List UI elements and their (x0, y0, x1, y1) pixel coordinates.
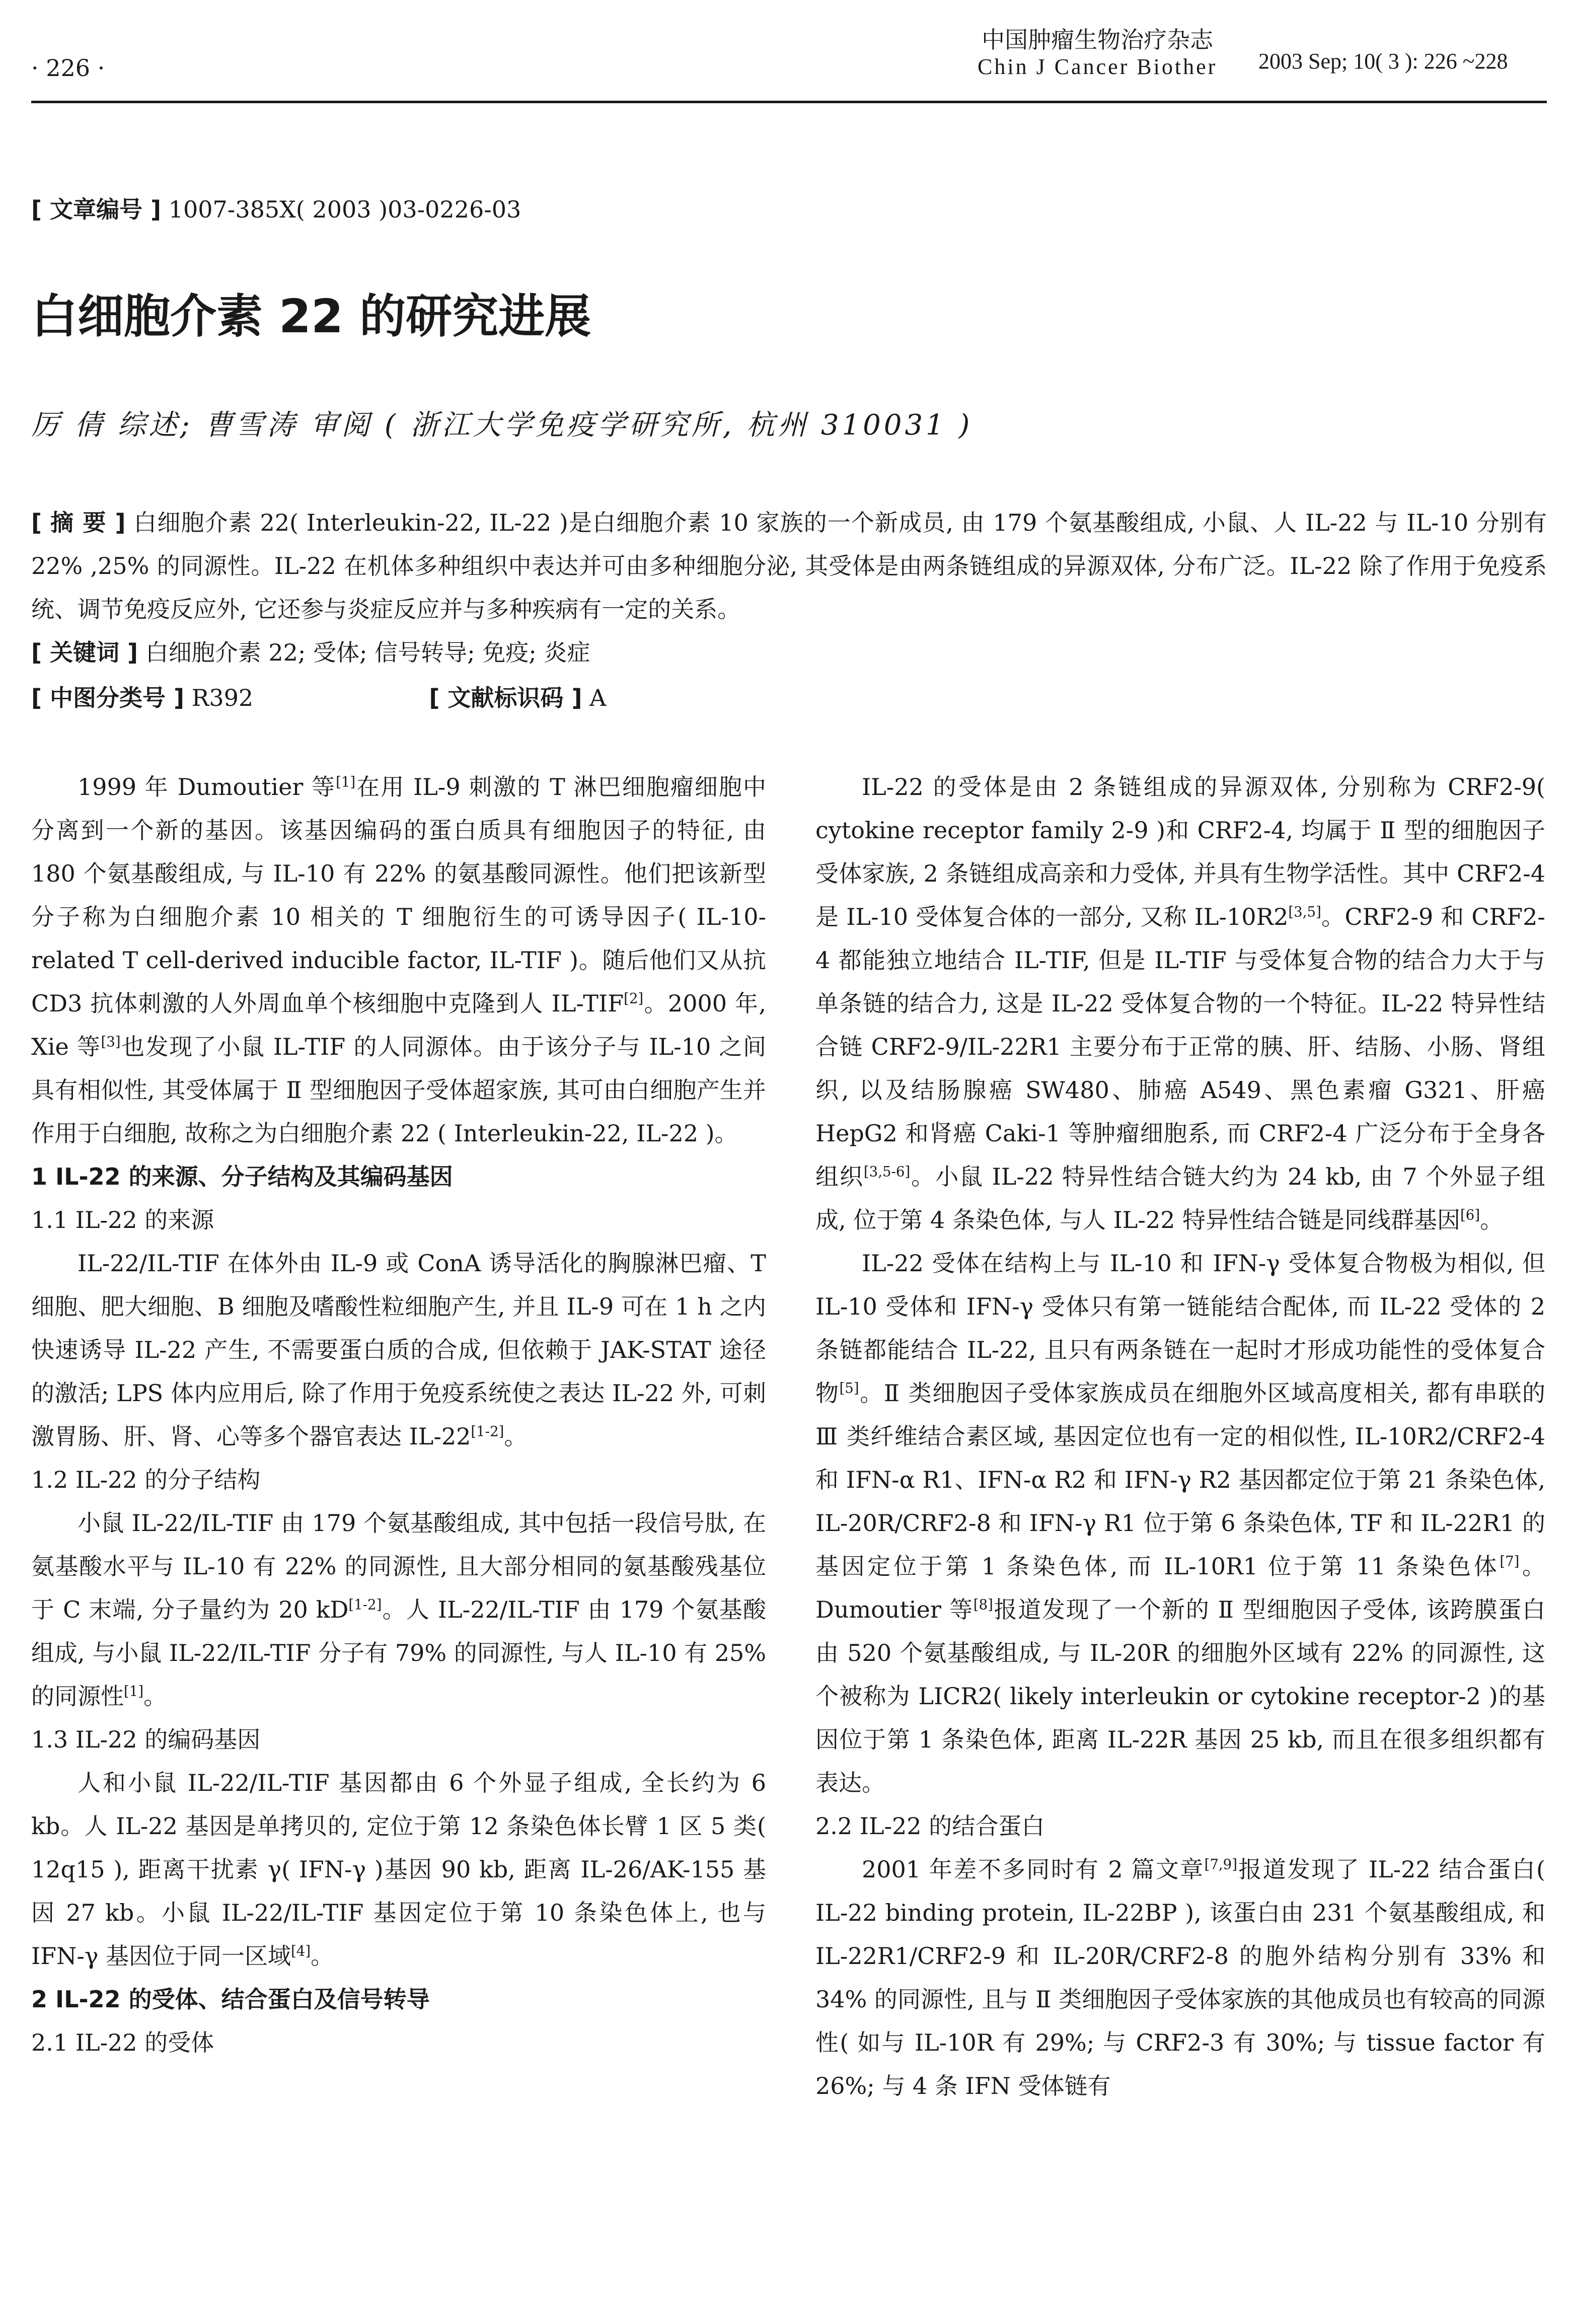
body-paragraph: 人和小鼠 IL-22/IL-TIF 基因都由 6 个外显子组成, 全长约为 6 kb。人 IL-22 基因是单拷贝的, 定位于第 12 条染色体长臂 1 区 5 类( 12q15 ), 距离干扰素 γ( IFN-γ )基因 90 kb, 距离 IL-26/AK-155 基因 27 kb。小鼠 IL-22/IL-TIF 基因定位于第 10 条染色体上, 也与 IFN-γ 基因位于同一区域[4]。 (31, 1769, 766, 1970)
authors: 厉 倩 综述; 曹雪涛 审阅 ( 浙江大学免疫学研究所, 杭州 310031 ) (31, 409, 973, 442)
citation: [4] (291, 1942, 311, 1959)
citation: [7] (1500, 1553, 1520, 1570)
page-number: · 226 · (31, 54, 105, 82)
citation: [2] (624, 990, 644, 1007)
journal-name-zh: 中国肿瘤生物治疗杂志 (982, 26, 1214, 53)
subsection-heading: 2.1 IL-22 的受体 (31, 2029, 214, 2056)
clc-label: [ 中图分类号 ] (31, 684, 185, 711)
clc-value: R392 (191, 684, 254, 711)
doc-code-value: A (589, 684, 607, 711)
body-paragraph: 小鼠 IL-22/IL-TIF 由 179 个氨基酸组成, 其中包括一段信号肽, 在氨基酸水平与 IL-10 有 22% 的同源性, 且大部分相同的氨基酸残基位于 C 末端, 分子量约为 20 kD[1-2]。人 IL-22/IL-TIF 由 179 个氨基酸组成, 与小鼠 IL-22/IL-TIF 分子有 79% 的同源性, 与人 IL-10 有 25% 的同源性[1]。 (31, 1509, 766, 1710)
body-paragraph: IL-22/IL-TIF 在体外由 IL-9 或 ConA 诱导活化的胸腺淋巴瘤、T 细胞、肥大细胞、B 细胞及嗜酸性粒细胞产生, 并且 IL-9 可在 1 h 之内快速诱导 IL-22 产生, 不需要蛋白质的合成, 但依赖于 JAK-STAT 途径的激活; LPS 体内应用后, 除了作用于免疫系统使之表达 IL-22 外, 可刺激胃肠、肝、肾、心等多个器官表达 IL-22[1-2]。 (31, 1250, 766, 1450)
citation: [7,9] (1204, 1856, 1237, 1873)
keywords-text: 白细胞介素 22; 受体; 信号转导; 免疫; 炎症 (145, 639, 590, 666)
subsection-heading: 1.3 IL-22 的编码基因 (31, 1726, 261, 1753)
journal-name-en: Chin J Cancer Biother (978, 54, 1218, 80)
doc-code-label: [ 文献标识码 ] (429, 684, 582, 711)
article-number-line (31, 191, 521, 225)
journal-issue: 2003 Sep; 10( 3 ): 226 ~228 (1258, 49, 1508, 74)
citation: [1-2] (471, 1423, 504, 1440)
citation: [3,5-6] (863, 1163, 911, 1180)
citation: [1] (336, 773, 356, 790)
section-heading: 1 IL-22 的来源、分子结构及其编码基因 (31, 1163, 453, 1190)
subsection-heading: 2.2 IL-22 的结合蛋白 (815, 1812, 1045, 1840)
body-paragraph: IL-22 受体在结构上与 IL-10 和 IFN-γ 受体复合物极为相似, 但 IL-10 受体和 IFN-γ 受体只有第一链能结合配体, 而 IL-22 受体的 2 条链都能结合 IL-22, 且只有两条链在一起时才形成功能性的受体复合物[5]。Ⅱ 类细胞因子受体家族成员在细胞外区域高度相关, 都有串联的 Ⅲ 类纤维结合素区域, 基因定位也有一定的相似性, IL-10R2/CRF2-4 和 IFN-α R1、IFN-α R2 和 IFN-γ R2 基因都定位于第 21 条染色体, IL-20R/CRF2-8 和 IFN-γ R1 位于第 6 条染色体, TF 和 IL-22R1 的基因定位于第 1 条染色体, 而 IL-10R1 位于第 11 条染色体[7]。Dumoutier 等[8]报道发现了一个新的 Ⅱ 型细胞因子受体, 该跨膜蛋白由 520 个氨基酸组成, 与 IL-20R 的细胞外区域有 22% 的同源性, 这个被称为 LICR2( likely interleukin or cytokine receptor-2 )的基因位于第 1 条染色体, 距离 IL-22R 基因 25 kb, 而且在很多组织都有表达。 (815, 1250, 1545, 1796)
article-title: 白细胞介素 22 的研究进展 (31, 289, 591, 343)
subsection-heading: 1.2 IL-22 的分子结构 (31, 1466, 261, 1493)
left-column (31, 765, 766, 2064)
citation: [6] (1460, 1206, 1480, 1223)
keywords-label: [ 关键词 ] (31, 639, 138, 666)
citation: [8] (973, 1596, 993, 1613)
body-paragraph: 2001 年差不多同时有 2 篇文章[7,9]报道发现了 IL-22 结合蛋白( IL-22 binding protein, IL-22BP ), 该蛋白由 231 个氨基酸组成, 和 IL-22R1/CRF2-9 和 IL-20R/CRF2-8 的胞外结构分别有 33% 和 34% 的同源性, 且与 Ⅱ 类细胞因子受体家族的其他成员也有较高的同源性( 如与 IL-10R 有 29%; 与 CRF2-3 有 30%; 与 tissue factor 有 26%; 与 4 条 IFN 受体链有 (815, 1856, 1545, 2099)
keywords-line (31, 634, 590, 668)
abstract (31, 501, 1547, 631)
body-paragraph: IL-22 的受体是由 2 条链组成的异源双体, 分别称为 CRF2-9( cytokine receptor family 2-9 )和 CRF2-4, 均属于 Ⅱ 型的细胞因子受体家族, 2 条链组成高亲和力受体, 并具有生物学活性。其中 CRF2-4 是 IL-10 受体复合体的一部分, 又称 IL-10R2[3,5]。CRF2-9 和 CRF2-4 都能独立地结合 IL-TIF, 但是 IL-TIF 与受体复合物的结合力大于与单条链的结合力, 这是 IL-22 受体复合物的一个特征。IL-22 特异性结合链 CRF2-9/IL-22R1 主要分布于正常的胰、肝、结肠、小肠、肾组织, 以及结肠腺癌 SW480、肺癌 A549、黑色素瘤 G321、肝癌 HepG2 和肾癌 Caki-1 等肿瘤细胞系, 而 CRF2-4 广泛分布于全身各组织[3,5-6]。小鼠 IL-22 特异性结合链大约为 24 kb, 由 7 个外显子组成, 位于第 4 条染色体, 与人 IL-22 特异性结合链是同线群基因[6]。 (815, 773, 1546, 1233)
abstract-label: [ 摘 要 ] (31, 509, 126, 536)
subsection-heading: 1.1 IL-22 的来源 (31, 1206, 214, 1233)
journal-name (978, 26, 1217, 81)
article-number-label: [ 文章编号 ] (31, 196, 162, 223)
abstract-text: 白细胞介素 22( Interleukin-22, IL-22 )是白细胞介素 10 家族的一个新成员, 由 179 个氨基酸组成, 小鼠、人 IL-22 与 IL-10 分别有 22% ,25% 的同源性。IL-22 在机体多种组织中表达并可由多种细胞分泌, 其受体是由两条链组成的异源双体, 分布广泛。IL-22 除了作用于免疫系统、调节免疫反应外, 它还参与炎症反应并与多种疾病有一定的关系。 (31, 509, 1547, 623)
citation: [5] (839, 1379, 859, 1397)
citation: [1-2] (348, 1596, 382, 1613)
citation: [3,5] (1288, 903, 1321, 920)
section-heading: 2 IL-22 的受体、结合蛋白及信号转导 (31, 1986, 430, 2013)
article-number: 1007-385X( 2003 )03-0226-03 (168, 196, 521, 223)
intro-paragraph: 1999 年 Dumoutier 等[1]在用 IL-9 刺激的 T 淋巴细胞瘤细胞中分离到一个新的基因。该基因编码的蛋白质具有细胞因子的特征, 由 180 个氨基酸组成, 与 IL-10 有 22% 的氨基酸同源性。他们把该新型分子称为白细胞介素 10 相关的 T 细胞衍生的可诱导因子( IL-10-related T cell-derived inducible factor, IL-TIF )。随后他们又从抗 CD3 抗体刺激的人外周血单个核细胞中克隆到人 IL-TIF[2]。2000 年, Xie 等[3]也发现了小鼠 IL-TIF 的人同源体。由于该分子与 IL-10 之间具有相似性, 其受体属于 Ⅱ 型细胞因子受体超家族, 其可由白细胞产生并作用于白细胞, 故称之为白细胞介素 22 ( Interleukin-22, IL-22 )。 (31, 773, 767, 1147)
header-divider (31, 101, 1547, 103)
citation: [1] (124, 1683, 144, 1700)
right-column (815, 765, 1545, 2108)
classification-line (31, 680, 606, 713)
citation: [3] (101, 1033, 121, 1050)
